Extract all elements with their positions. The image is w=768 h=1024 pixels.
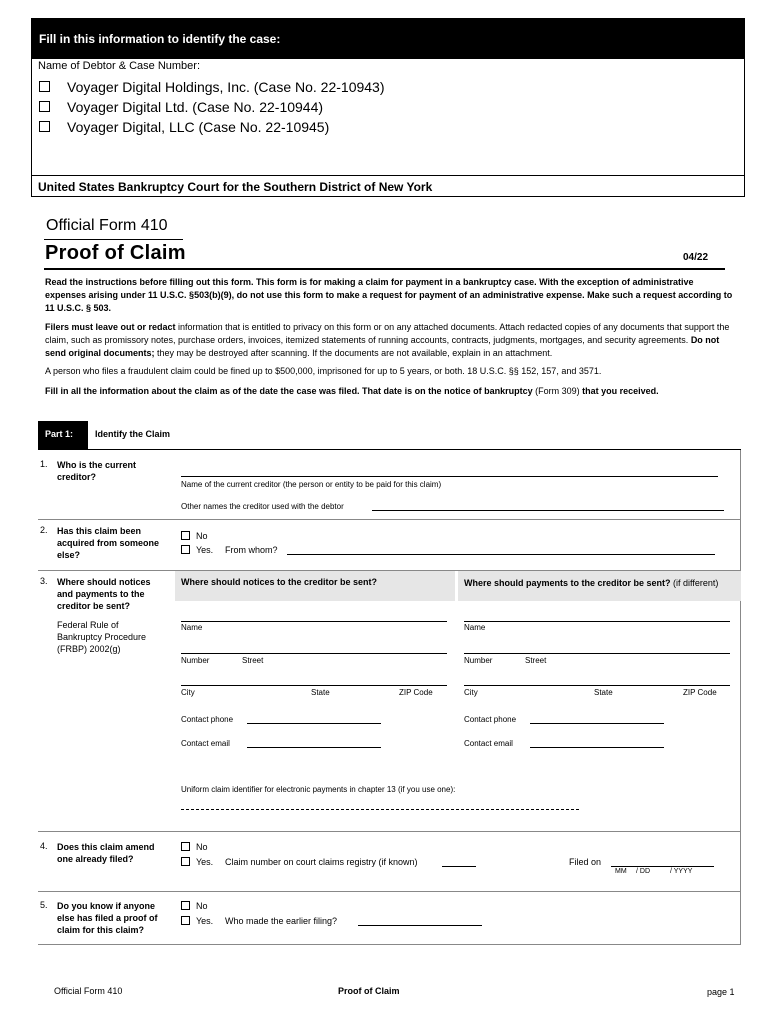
- form-name: Official Form 410: [46, 217, 168, 234]
- part1-tag-label: Part 1:: [45, 429, 74, 439]
- earlier-filing-label: Who made the earlier filing?: [225, 916, 338, 926]
- uci-label: Uniform claim identifier for electronic payments in chapter 13 (if you use one):: [181, 785, 456, 794]
- case-info-header: [32, 19, 744, 59]
- debtor-label: Name of Debtor & Case Number:: [38, 60, 201, 72]
- payments-number-label: Number: [464, 656, 493, 665]
- debtor-option-1[interactable]: [39, 79, 539, 97]
- notices-state-label: State: [311, 688, 330, 697]
- payments-state-label: State: [594, 688, 613, 697]
- filed-on-dd: / DD: [636, 868, 650, 875]
- payments-heading: [464, 577, 732, 589]
- q4-yes-option[interactable]: [181, 857, 213, 867]
- other-names-label: Other names the creditor used with the debtor: [181, 502, 344, 511]
- checkbox[interactable]: [181, 916, 190, 925]
- q4-number: 4.: [40, 841, 48, 851]
- court-row: [32, 175, 744, 198]
- no-label: No: [196, 531, 208, 541]
- creditor-name-field[interactable]: [181, 476, 718, 477]
- debtor-name: Voyager Digital Ltd. (Case No. 22-10944): [67, 99, 324, 115]
- claim-number-field[interactable]: [442, 866, 476, 867]
- q1-section: [38, 450, 741, 518]
- payments-phone-label: Contact phone: [464, 715, 517, 724]
- notices-number-label: Number: [181, 656, 210, 665]
- payments-street-field[interactable]: [464, 653, 730, 654]
- creditor-name-caption: Name of the current creditor (the person or entity to be paid for this claim): [181, 480, 442, 489]
- no-label: No: [196, 901, 208, 911]
- no-label: No: [196, 842, 208, 852]
- redact-detail: information that is entitled to privacy on this form or on any attached documents. Attach redacted copies of any documents that support the claim, such as promissory notes, purchase orders, invoices, itemized statements of running accounts, contracts, judgments, mortgages, and security agreements.: [45, 322, 730, 345]
- q1-question: Who is the current creditor?: [57, 460, 137, 482]
- payments-name-label: Name: [464, 623, 486, 632]
- checkbox[interactable]: [181, 531, 190, 540]
- debtor-name: Voyager Digital, LLC (Case No. 22-10945): [67, 119, 330, 135]
- checkbox[interactable]: [39, 101, 50, 112]
- checkbox[interactable]: [181, 545, 190, 554]
- q1-number: 1.: [40, 459, 48, 469]
- from-whom-field[interactable]: [287, 554, 715, 555]
- title-rule: [44, 268, 725, 270]
- frbp-note: Federal Rule of Bankruptcy Procedure (FRBP) 2002(g): [57, 620, 147, 654]
- part1-header: [38, 421, 741, 450]
- case-info-title: Fill in this information to identify the case:: [39, 32, 281, 46]
- originals-detail: they may be destroyed after scanning. If the documents are not available, explain in an attachment.: [154, 348, 553, 358]
- payments-heading-bar: [458, 571, 741, 601]
- footer-page: page 1: [707, 987, 735, 997]
- fill-in-note-end: that you received.: [582, 386, 659, 396]
- redact-note: Filers must leave out or redact: [45, 322, 176, 332]
- q4-no-option[interactable]: [181, 842, 208, 852]
- notices-street-label: Street: [242, 656, 264, 665]
- debtor-name: Voyager Digital Holdings, Inc. (Case No. 22-10943): [67, 79, 385, 95]
- notices-heading-bar: [175, 571, 455, 601]
- q2-section: [38, 519, 741, 570]
- checkbox[interactable]: [39, 81, 50, 92]
- payments-email-label: Contact email: [464, 739, 513, 748]
- fill-in-note: Fill in all the information about the claim as of the date the case was filed. That date is on the notice of bankruptcy: [45, 386, 533, 396]
- q5-yes-option[interactable]: [181, 916, 213, 926]
- yes-label: Yes.: [196, 857, 214, 867]
- form-title: Proof of Claim: [45, 242, 186, 264]
- q5-no-option[interactable]: [181, 901, 208, 911]
- from-whom-label: From whom?: [225, 545, 278, 555]
- notices-name-label: Name: [181, 623, 203, 632]
- instruction-paragraph-3: A person who files a fraudulent claim could be fined up to $500,000, imprisoned for up to 5 years, or both. 18 U.S.C. §§ 152, 157, and 3571.: [45, 366, 602, 376]
- debtor-option-2[interactable]: [39, 99, 539, 117]
- debtor-option-3[interactable]: [39, 119, 539, 137]
- instructions: [45, 276, 735, 398]
- yes-label: Yes.: [196, 916, 214, 926]
- claim-number-label: Claim number on court claims registry (if known): [225, 857, 418, 867]
- other-names-field[interactable]: [372, 510, 724, 511]
- filed-on-mm: MM: [615, 868, 627, 875]
- checkbox[interactable]: [181, 857, 190, 866]
- payments-city-field[interactable]: [464, 685, 730, 686]
- payments-email-field[interactable]: [530, 747, 664, 748]
- payments-street-label: Street: [525, 656, 547, 665]
- payments-heading-text: Where should payments to the creditor be sent?: [464, 578, 671, 588]
- uci-field[interactable]: [181, 809, 579, 810]
- notices-email-field[interactable]: [247, 747, 381, 748]
- notices-zip-label: ZIP Code: [399, 688, 433, 697]
- q4-question: Does this claim amend one already filed?: [57, 842, 155, 864]
- court-name: United States Bankruptcy Court for the Southern District of New York: [38, 180, 433, 194]
- q2-question: Has this claim been acquired from someone else?: [57, 526, 160, 560]
- case-info-box: [31, 18, 745, 197]
- checkbox[interactable]: [39, 121, 50, 132]
- q5-section: [38, 891, 741, 946]
- filed-on-label: Filed on: [569, 857, 602, 867]
- payments-zip-label: ZIP Code: [683, 688, 717, 697]
- form-version: 04/22: [683, 252, 709, 263]
- q2-no-option[interactable]: [181, 531, 208, 541]
- notices-name-field[interactable]: [181, 621, 447, 622]
- q2-number: 2.: [40, 525, 48, 535]
- q2-yes-option[interactable]: [181, 545, 213, 555]
- part1-tag: [38, 421, 88, 449]
- notices-city-field[interactable]: [181, 685, 447, 686]
- footer-title: Proof of Claim: [338, 986, 400, 996]
- q4-section: [38, 831, 741, 891]
- checkbox[interactable]: [181, 842, 190, 851]
- q3-section: [38, 570, 741, 831]
- notices-phone-field[interactable]: [247, 723, 381, 724]
- q5-question: Do you know if anyone else has filed a proof of claim for this claim?: [57, 901, 158, 935]
- notices-street-field[interactable]: [181, 653, 447, 654]
- part1-title: Identify the Claim: [95, 429, 171, 439]
- footer-form-name: Official Form 410: [54, 986, 123, 996]
- payments-phone-field[interactable]: [530, 723, 664, 724]
- q5-number: 5.: [40, 900, 48, 910]
- instruction-paragraph-1: Read the instructions before filling out this form. This form is for making a claim for payment in a bankruptcy case. With the exception of administrative expenses arising under 11 U.S.C. §503(b)(9), do not use this form to make a request for payment of an administrative expense. Make such a request according to 11 U.S.C. § 503.: [45, 277, 733, 313]
- notices-phone-label: Contact phone: [181, 715, 234, 724]
- instruction-paragraph-2: [45, 321, 735, 360]
- q3-question: Where should notices and payments to the creditor be sent?: [57, 577, 151, 611]
- checkbox[interactable]: [181, 901, 190, 910]
- earlier-filing-field[interactable]: [358, 925, 482, 926]
- q3-number: 3.: [40, 576, 48, 586]
- payments-heading-note: (if different): [673, 578, 719, 588]
- filed-on-yyyy: / YYYY: [670, 868, 693, 875]
- payments-name-field[interactable]: [464, 621, 730, 622]
- notices-city-label: City: [181, 688, 195, 697]
- form-309-ref: (Form 309): [532, 386, 583, 396]
- instruction-paragraph-4: [45, 385, 735, 398]
- originals-note: Do not send original documents;: [45, 335, 720, 358]
- form-name-rule: [44, 239, 183, 240]
- notices-heading: Where should notices to the creditor be sent?: [181, 577, 378, 587]
- notices-email-label: Contact email: [181, 739, 230, 748]
- yes-label: Yes.: [196, 545, 214, 555]
- payments-city-label: City: [464, 688, 478, 697]
- filed-on-field[interactable]: [611, 866, 714, 867]
